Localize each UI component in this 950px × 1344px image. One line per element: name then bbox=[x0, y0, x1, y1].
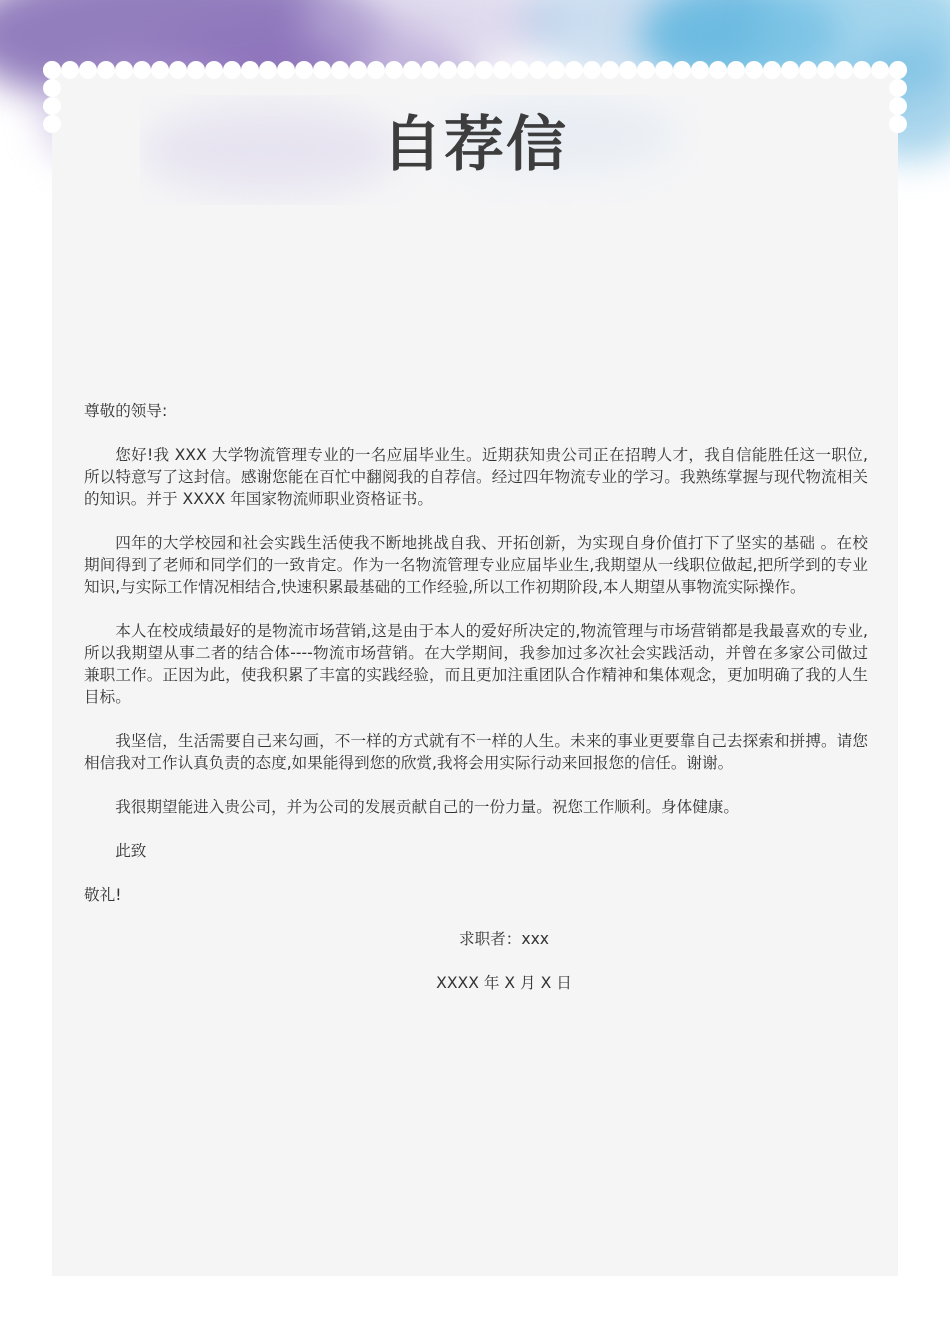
regards: 敬礼! bbox=[84, 886, 122, 904]
paragraph-belief: 我坚信，生活需要自己来勾画，不一样的方式就有不一样的人生。未来的事业更要靠自己去探索和拼搏。请您相信我对工作认真负责的态度,如果能得到您的欣赏,我将会用实际行动来回报您的信任。谢谢。 bbox=[84, 732, 868, 772]
scalloped-edge bbox=[40, 58, 910, 88]
letter-body bbox=[84, 400, 868, 1016]
paragraph-campus-life: 四年的大学校园和社会实践生活使我不断地挑战自我、开拓创新，为实现自身价值打下了坚实的基础 。在校期间得到了老师和同学们的一致肯定。作为一名物流管理专业应届毕业生,我期望从一线职位做起,把所学到的专业知识,与实际工作情况相结合,快速积累最基础的工作经验,所以工作初期阶段,本人期望从事物流实际操作。 bbox=[84, 534, 868, 596]
date: XXXX 年 X 月 X 日 bbox=[436, 974, 572, 992]
page-title: 自荐信 bbox=[382, 110, 568, 180]
paragraph-marketing: 本人在校成绩最好的是物流市场营销,这是由于本人的爱好所决定的,物流管理与市场营销都是我最喜欢的专业,所以我期望从事二者的结合体----物流市场营销。在大学期间，我参加过多次社会实践活动，并曾在多家公司做过兼职工作。正因为此，使我积累了丰富的实践经验，而且更加注重团队合作精神和集体观念，更加明确了我的人生目标。 bbox=[84, 622, 868, 706]
signature: 求职者：xxx bbox=[458, 930, 550, 948]
paragraph-intro: 您好!我 XXX 大学物流管理专业的一名应届毕业生。近期获知贵公司正在招聘人才，我自信能胜任这一职位,所以特意写了这封信。感谢您能在百忙中翻阅我的自荐信。经过四年物流专业的学习。我熟练掌握与现代物流相关的知识。并于 XXXX 年国家物流师职业资格证书。 bbox=[84, 446, 868, 508]
closing-line: 此致 bbox=[115, 842, 147, 860]
salutation: 尊敬的领导: bbox=[84, 402, 168, 420]
paragraph-hope: 我很期望能进入贵公司，并为公司的发展贡献自己的一份力量。祝您工作顺利。身体健康。 bbox=[115, 798, 739, 816]
